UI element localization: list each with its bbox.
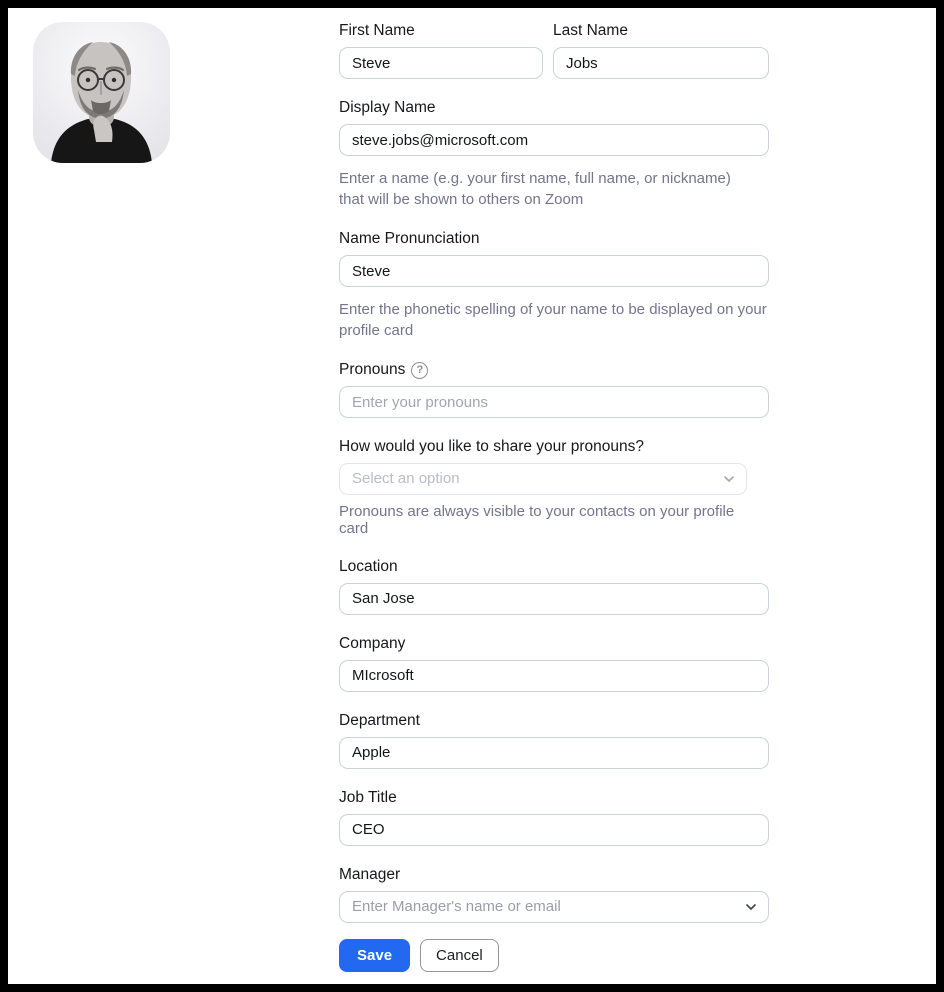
department-field <box>339 712 769 769</box>
department-input[interactable] <box>339 737 769 769</box>
last-name-input[interactable] <box>553 47 769 79</box>
location-field <box>339 558 769 615</box>
name-pronunciation-label: Name Pronunciation <box>339 230 480 247</box>
name-pronunciation-helper: Enter the phonetic spelling of your name to be displayed on your profile card <box>339 301 767 339</box>
profile-photo-image <box>33 22 170 163</box>
last-name-field <box>553 22 769 79</box>
company-field <box>339 635 769 692</box>
avatar[interactable] <box>33 22 170 163</box>
manager-placeholder: Enter Manager's name or email <box>352 897 561 915</box>
name-row <box>339 22 769 79</box>
pronouns-label: Pronouns <box>339 361 406 378</box>
share-pronouns-helper: Pronouns are always visible to your contacts on your profile card <box>339 503 735 538</box>
save-button[interactable]: Save <box>339 939 410 972</box>
share-pronouns-field <box>339 438 769 538</box>
form-actions <box>339 939 769 972</box>
department-label: Department <box>339 711 420 729</box>
share-pronouns-select[interactable] <box>339 463 747 495</box>
display-name-field <box>339 99 769 210</box>
first-name-label: First Name <box>339 22 415 39</box>
profile-form <box>339 22 769 972</box>
display-name-label: Display Name <box>339 99 436 116</box>
manager-field <box>339 866 769 923</box>
first-name-field <box>339 22 543 79</box>
company-input[interactable] <box>339 660 769 692</box>
share-pronouns-label: How would you like to share your pronouns? <box>339 438 645 455</box>
company-label: Company <box>339 634 406 652</box>
manager-select[interactable] <box>339 891 769 923</box>
share-pronouns-selected-value: Select an option <box>352 470 460 487</box>
manager-label: Manager <box>339 865 401 883</box>
name-pronunciation-field <box>339 230 769 341</box>
job-title-input[interactable] <box>339 814 769 846</box>
pronouns-field <box>339 361 769 418</box>
job-title-label: Job Title <box>339 788 397 806</box>
display-name-input[interactable] <box>339 124 769 156</box>
pronouns-label-row <box>339 361 769 379</box>
chevron-down-icon <box>723 473 735 485</box>
pronouns-input[interactable] <box>339 386 769 418</box>
job-title-field <box>339 789 769 846</box>
location-label: Location <box>339 557 398 575</box>
help-icon[interactable]: ? <box>411 362 428 379</box>
cancel-button[interactable]: Cancel <box>420 939 499 972</box>
name-pronunciation-input[interactable] <box>339 255 769 287</box>
last-name-label: Last Name <box>553 22 628 39</box>
display-name-helper: Enter a name (e.g. your first name, full name, or nickname) that will be shown to others on Zoom <box>339 170 731 208</box>
first-name-input[interactable] <box>339 47 543 79</box>
chevron-down-icon <box>745 901 757 913</box>
location-input[interactable] <box>339 583 769 615</box>
